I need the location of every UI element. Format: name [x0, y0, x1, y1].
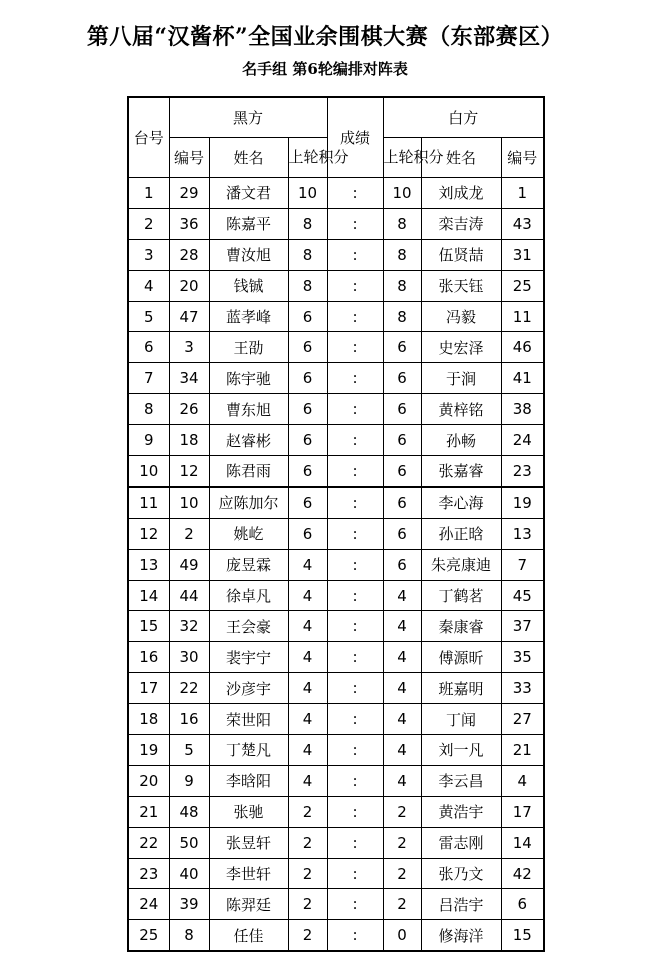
board-number-cell: 4 — [128, 270, 169, 301]
result-cell: : — [327, 889, 383, 920]
board-number-cell: 1 — [128, 178, 169, 209]
white-number-cell: 17 — [501, 796, 544, 827]
result-cell: : — [327, 642, 383, 673]
white-number-cell: 21 — [501, 735, 544, 766]
table-row — [128, 456, 544, 487]
white-prev-score-cell: 4 — [383, 704, 421, 735]
board-number-cell: 19 — [128, 735, 169, 766]
result-cell: : — [327, 858, 383, 889]
white-name-cell: 刘成龙 — [421, 178, 501, 209]
result-cell: : — [327, 580, 383, 611]
black-number-cell: 47 — [169, 301, 209, 332]
result-cell: : — [327, 827, 383, 858]
table-row — [128, 827, 544, 858]
result-cell: : — [327, 765, 383, 796]
result-cell: : — [327, 456, 383, 487]
white-name-cell: 张乃文 — [421, 858, 501, 889]
black-prev-score-cell: 2 — [288, 889, 327, 920]
white-number-cell: 42 — [501, 858, 544, 889]
board-number-cell: 3 — [128, 239, 169, 270]
result-cell: : — [327, 332, 383, 363]
white-number-cell: 25 — [501, 270, 544, 301]
board-number-cell: 11 — [128, 487, 169, 518]
black-prev-score-cell: 6 — [288, 456, 327, 487]
table-row — [128, 518, 544, 549]
black-number-cell: 8 — [169, 920, 209, 951]
header-black-name: 姓名 — [209, 138, 288, 178]
white-number-cell: 43 — [501, 208, 544, 239]
black-prev-score-cell: 4 — [288, 765, 327, 796]
white-name-cell: 孙正晗 — [421, 518, 501, 549]
white-prev-score-cell: 2 — [383, 827, 421, 858]
black-name-cell: 陈嘉平 — [209, 208, 288, 239]
board-number-cell: 25 — [128, 920, 169, 951]
white-number-cell: 4 — [501, 765, 544, 796]
black-prev-score-cell: 4 — [288, 611, 327, 642]
white-prev-score-cell: 6 — [383, 394, 421, 425]
black-number-cell: 48 — [169, 796, 209, 827]
table-row — [128, 704, 544, 735]
pairing-table — [127, 96, 545, 952]
result-cell: : — [327, 518, 383, 549]
white-name-cell: 孙畅 — [421, 425, 501, 456]
result-cell: : — [327, 208, 383, 239]
white-name-cell: 丁鹤茗 — [421, 580, 501, 611]
white-name-cell: 李心海 — [421, 487, 501, 518]
document-title: 第八届“汉酱杯”全国业余围棋大赛（东部赛区） — [86, 24, 564, 50]
white-number-cell: 27 — [501, 704, 544, 735]
white-prev-score-cell: 10 — [383, 178, 421, 209]
black-number-cell: 32 — [169, 611, 209, 642]
white-name-cell: 丁闻 — [421, 704, 501, 735]
white-name-cell: 傅源昕 — [421, 642, 501, 673]
black-name-cell: 李晗阳 — [209, 765, 288, 796]
board-number-cell: 13 — [128, 549, 169, 580]
white-name-cell: 张嘉睿 — [421, 456, 501, 487]
black-number-cell: 34 — [169, 363, 209, 394]
board-number-cell: 16 — [128, 642, 169, 673]
black-number-cell: 49 — [169, 549, 209, 580]
result-cell: : — [327, 735, 383, 766]
board-number-cell: 24 — [128, 889, 169, 920]
white-name-cell: 伍贤喆 — [421, 239, 501, 270]
white-number-cell: 31 — [501, 239, 544, 270]
document-subtitle: 名手组 第6轮编排对阵表 — [242, 60, 408, 78]
table-row — [128, 270, 544, 301]
white-number-cell: 24 — [501, 425, 544, 456]
black-prev-score-cell: 10 — [288, 178, 327, 209]
white-name-cell: 刘一凡 — [421, 735, 501, 766]
result-cell: : — [327, 549, 383, 580]
board-number-cell: 10 — [128, 456, 169, 487]
result-cell: : — [327, 394, 383, 425]
black-name-cell: 陈君雨 — [209, 456, 288, 487]
black-name-cell: 陈宇驰 — [209, 363, 288, 394]
board-number-cell: 6 — [128, 332, 169, 363]
table-row — [128, 765, 544, 796]
black-name-cell: 曹东旭 — [209, 394, 288, 425]
black-name-cell: 陈羿廷 — [209, 889, 288, 920]
black-prev-score-cell: 8 — [288, 239, 327, 270]
white-number-cell: 46 — [501, 332, 544, 363]
result-cell: : — [327, 673, 383, 704]
board-number-cell: 20 — [128, 765, 169, 796]
black-name-cell: 荣世阳 — [209, 704, 288, 735]
black-name-cell: 李世轩 — [209, 858, 288, 889]
white-prev-score-cell: 4 — [383, 642, 421, 673]
black-prev-score-cell: 6 — [288, 332, 327, 363]
white-number-cell: 13 — [501, 518, 544, 549]
board-number-cell: 17 — [128, 673, 169, 704]
white-prev-score-cell: 4 — [383, 580, 421, 611]
black-name-cell: 曹汝旭 — [209, 239, 288, 270]
black-name-cell: 沙彦宇 — [209, 673, 288, 704]
white-number-cell: 11 — [501, 301, 544, 332]
black-prev-score-cell: 6 — [288, 394, 327, 425]
table-row — [128, 920, 544, 951]
white-number-cell: 1 — [501, 178, 544, 209]
board-number-cell: 2 — [128, 208, 169, 239]
result-cell: : — [327, 425, 383, 456]
white-name-cell: 张天钰 — [421, 270, 501, 301]
black-number-cell: 40 — [169, 858, 209, 889]
black-name-cell: 丁楚凡 — [209, 735, 288, 766]
white-prev-score-cell: 6 — [383, 456, 421, 487]
table-row — [128, 611, 544, 642]
black-prev-score-cell: 8 — [288, 270, 327, 301]
board-number-cell: 8 — [128, 394, 169, 425]
white-prev-score-cell: 6 — [383, 425, 421, 456]
table-row — [128, 796, 544, 827]
white-name-cell: 班嘉明 — [421, 673, 501, 704]
pairing-body — [128, 178, 544, 952]
header-white-prev-score: 上轮积分 — [383, 138, 421, 178]
white-number-cell: 33 — [501, 673, 544, 704]
white-name-cell: 吕浩宇 — [421, 889, 501, 920]
board-number-cell: 15 — [128, 611, 169, 642]
table-row — [128, 735, 544, 766]
result-cell: : — [327, 487, 383, 518]
result-cell: : — [327, 611, 383, 642]
black-number-cell: 3 — [169, 332, 209, 363]
white-name-cell: 黄浩宇 — [421, 796, 501, 827]
black-prev-score-cell: 6 — [288, 487, 327, 518]
white-prev-score-cell: 8 — [383, 301, 421, 332]
white-prev-score-cell: 6 — [383, 487, 421, 518]
white-prev-score-cell: 2 — [383, 858, 421, 889]
table-row — [128, 487, 544, 518]
white-number-cell: 14 — [501, 827, 544, 858]
black-number-cell: 36 — [169, 208, 209, 239]
header-black: 黑方 — [169, 97, 327, 138]
black-prev-score-cell: 2 — [288, 796, 327, 827]
table-row — [128, 239, 544, 270]
white-prev-score-cell: 2 — [383, 889, 421, 920]
white-prev-score-cell: 8 — [383, 208, 421, 239]
header-result: 成绩 — [327, 97, 383, 178]
white-prev-score-cell: 6 — [383, 549, 421, 580]
white-name-cell: 史宏泽 — [421, 332, 501, 363]
table-row — [128, 889, 544, 920]
result-cell: : — [327, 363, 383, 394]
black-prev-score-cell: 4 — [288, 580, 327, 611]
white-prev-score-cell: 0 — [383, 920, 421, 951]
white-prev-score-cell: 6 — [383, 363, 421, 394]
black-name-cell: 姚屹 — [209, 518, 288, 549]
white-number-cell: 35 — [501, 642, 544, 673]
black-prev-score-cell: 2 — [288, 920, 327, 951]
board-number-cell: 22 — [128, 827, 169, 858]
board-number-cell: 12 — [128, 518, 169, 549]
black-name-cell: 庞昱霖 — [209, 549, 288, 580]
result-cell: : — [327, 239, 383, 270]
black-prev-score-cell: 6 — [288, 425, 327, 456]
white-prev-score-cell: 8 — [383, 270, 421, 301]
white-prev-score-cell: 4 — [383, 611, 421, 642]
black-number-cell: 9 — [169, 765, 209, 796]
white-number-cell: 19 — [501, 487, 544, 518]
black-prev-score-cell: 4 — [288, 673, 327, 704]
black-name-cell: 任佳 — [209, 920, 288, 951]
result-cell: : — [327, 704, 383, 735]
white-number-cell: 37 — [501, 611, 544, 642]
black-name-cell: 徐卓凡 — [209, 580, 288, 611]
header-board: 台号 — [128, 97, 169, 178]
black-prev-score-cell: 4 — [288, 704, 327, 735]
table-row — [128, 208, 544, 239]
black-prev-score-cell: 4 — [288, 549, 327, 580]
black-name-cell: 王劭 — [209, 332, 288, 363]
black-prev-score-cell: 2 — [288, 827, 327, 858]
black-number-cell: 29 — [169, 178, 209, 209]
white-name-cell: 雷志刚 — [421, 827, 501, 858]
board-number-cell: 23 — [128, 858, 169, 889]
black-prev-score-cell: 6 — [288, 363, 327, 394]
result-cell: : — [327, 301, 383, 332]
white-name-cell: 修海洋 — [421, 920, 501, 951]
header-white-number: 编号 — [501, 138, 544, 178]
black-prev-score-cell: 8 — [288, 208, 327, 239]
black-number-cell: 12 — [169, 456, 209, 487]
table-row — [128, 332, 544, 363]
board-number-cell: 9 — [128, 425, 169, 456]
black-name-cell: 潘文君 — [209, 178, 288, 209]
header-white: 白方 — [383, 97, 544, 138]
black-name-cell: 张驰 — [209, 796, 288, 827]
white-name-cell: 朱亮康迪 — [421, 549, 501, 580]
white-prev-score-cell: 6 — [383, 518, 421, 549]
black-number-cell: 26 — [169, 394, 209, 425]
black-name-cell: 裴宇宁 — [209, 642, 288, 673]
black-prev-score-cell: 2 — [288, 858, 327, 889]
black-prev-score-cell: 4 — [288, 735, 327, 766]
board-number-cell: 14 — [128, 580, 169, 611]
black-number-cell: 10 — [169, 487, 209, 518]
black-number-cell: 30 — [169, 642, 209, 673]
white-number-cell: 6 — [501, 889, 544, 920]
white-number-cell: 45 — [501, 580, 544, 611]
table-row — [128, 549, 544, 580]
white-name-cell: 秦康睿 — [421, 611, 501, 642]
black-name-cell: 蓝孝峰 — [209, 301, 288, 332]
white-number-cell: 41 — [501, 363, 544, 394]
white-name-cell: 于涧 — [421, 363, 501, 394]
black-name-cell: 张昱轩 — [209, 827, 288, 858]
black-number-cell: 44 — [169, 580, 209, 611]
white-name-cell: 黄梓铭 — [421, 394, 501, 425]
table-row — [128, 580, 544, 611]
black-number-cell: 18 — [169, 425, 209, 456]
result-cell: : — [327, 270, 383, 301]
white-number-cell: 38 — [501, 394, 544, 425]
table-row — [128, 394, 544, 425]
black-prev-score-cell: 4 — [288, 642, 327, 673]
black-name-cell: 赵睿彬 — [209, 425, 288, 456]
board-number-cell: 5 — [128, 301, 169, 332]
black-number-cell: 16 — [169, 704, 209, 735]
black-name-cell: 王会豪 — [209, 611, 288, 642]
table-row — [128, 363, 544, 394]
board-number-cell: 18 — [128, 704, 169, 735]
header-white-name: 姓名 — [421, 138, 501, 178]
table-row — [128, 642, 544, 673]
white-prev-score-cell: 4 — [383, 673, 421, 704]
result-cell: : — [327, 796, 383, 827]
table-row — [128, 301, 544, 332]
header-black-prev-score: 上轮积分 — [288, 138, 327, 178]
white-number-cell: 7 — [501, 549, 544, 580]
black-prev-score-cell: 6 — [288, 518, 327, 549]
white-name-cell: 冯毅 — [421, 301, 501, 332]
white-number-cell: 15 — [501, 920, 544, 951]
black-number-cell: 5 — [169, 735, 209, 766]
white-prev-score-cell: 2 — [383, 796, 421, 827]
white-prev-score-cell: 4 — [383, 765, 421, 796]
board-number-cell: 7 — [128, 363, 169, 394]
white-name-cell: 李云昌 — [421, 765, 501, 796]
white-prev-score-cell: 4 — [383, 735, 421, 766]
white-name-cell: 栾吉涛 — [421, 208, 501, 239]
black-name-cell: 钱铖 — [209, 270, 288, 301]
black-number-cell: 39 — [169, 889, 209, 920]
header-black-number: 编号 — [169, 138, 209, 178]
black-number-cell: 50 — [169, 827, 209, 858]
table-row — [128, 178, 544, 209]
result-cell: : — [327, 178, 383, 209]
black-prev-score-cell: 6 — [288, 301, 327, 332]
black-number-cell: 28 — [169, 239, 209, 270]
white-prev-score-cell: 6 — [383, 332, 421, 363]
black-number-cell: 22 — [169, 673, 209, 704]
result-cell: : — [327, 920, 383, 951]
black-number-cell: 20 — [169, 270, 209, 301]
board-number-cell: 21 — [128, 796, 169, 827]
black-name-cell: 应陈加尔 — [209, 487, 288, 518]
table-row — [128, 425, 544, 456]
white-number-cell: 23 — [501, 456, 544, 487]
white-prev-score-cell: 8 — [383, 239, 421, 270]
table-row — [128, 858, 544, 889]
table-row — [128, 673, 544, 704]
black-number-cell: 2 — [169, 518, 209, 549]
